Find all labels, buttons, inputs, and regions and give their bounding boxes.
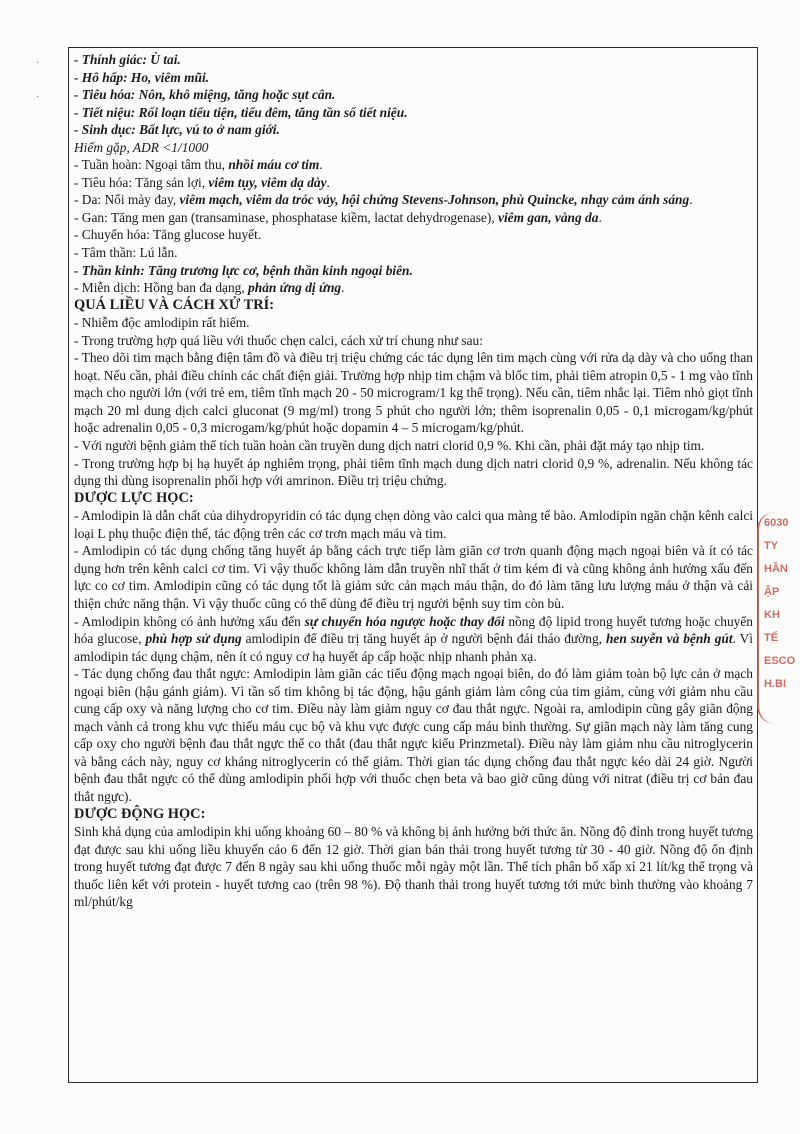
overdose-para-2: - Trong trường hợp quá liều với thuốc chẹn calci, cách xử trí chung như sau: bbox=[74, 332, 483, 348]
overdose-para-1: - Nhiễm độc amlodipin rất hiếm. bbox=[74, 315, 250, 331]
adr-hearing: - Thính giác: Ù tai. bbox=[74, 52, 181, 67]
rare-skin: - Da: Nổi mày đay, viêm mạch, viêm da tróc vảy, hội chứng Stevens-Johnson, phù Quincke, nhạy cảm ánh sáng. bbox=[74, 192, 693, 208]
overdose-para-4: - Với người bệnh giảm thể tích tuần hoàn cần truyền dung dịch natri clorid 0,9 %. Khi cần, phải đặt máy tạo nhịp tim. bbox=[74, 438, 705, 454]
rare-circulation: - Tuần hoàn: Ngoại tâm thu, nhồi máu cơ tim. bbox=[74, 157, 323, 173]
pd-para-4: - Tác dụng chống đau thắt ngực: Amlodipin làm giãn các tiểu động mạch ngoại biên, do đó làm giảm toàn bộ lực cản ở mạch ngoại biên (hậu gánh giảm). Vì tần số tim không bị tác động, hậu gánh giảm làm công của tim giảm, cùng với giảm nhu cầu cung cấp oxy và năng lượng cho cơ tim. Điều này làm giảm nguy cơ đau thắt ngực. Ngoài ra, amlodipin cũng gây giãn động mạch vành cả trong khu vực thiếu máu cục bộ và khu vực được cung cấp máu bình thường. Sự giãn mạch này làm tăng cung cấp oxy cho người bệnh đau thắt ngực thể co thắt (đau thắt ngực kiểu Prinzmetal). Điều này làm giảm nhu cầu nitroglycerin và bằng cách này, nguy cơ kháng nitroglycerin có thể giảm. Thời gian tác dụng chống đau thắt ngực kéo dài 24 giờ. Người bệnh đau thắt ngực có thể dùng amlodipin phối hợp với thuốc chẹn beta và bao giờ cũng dùng với nitrat (điều trị cơ bản đau thắt ngực). bbox=[74, 666, 753, 804]
rare-psychiatric: - Tâm thần: Lú lẫn. bbox=[74, 245, 178, 261]
rare-nervous: - Thần kinh: Tăng trương lực cơ, bệnh thần kinh ngoại biên. bbox=[74, 262, 413, 278]
adr-respiratory: - Hô hấp: Ho, viêm mũi. bbox=[74, 69, 210, 85]
rare-liver: - Gan: Tăng men gan (transaminase, phosphatase kiềm, lactat dehydrogenase), viêm gan, vàng da. bbox=[74, 209, 602, 225]
company-stamp: 6030 TY HẦN ẬP KH TẾ ESCO H.BI bbox=[757, 512, 797, 724]
document-page bbox=[68, 47, 758, 1083]
rare-immune: - Miễn dịch: Hồng ban đa dạng, phản ứng dị ứng. bbox=[74, 280, 345, 296]
pharmacokinetics-heading: DƯỢC ĐỘNG HỌC: bbox=[74, 805, 206, 822]
overdose-section bbox=[74, 297, 753, 490]
adr-reproductive: - Sinh dục: Bất lực, vú to ở nam giới. bbox=[74, 122, 280, 138]
scan-speck: · bbox=[36, 58, 40, 69]
adverse-effects-common bbox=[74, 51, 753, 156]
pharmacodynamics-section bbox=[74, 490, 753, 806]
adverse-effects-rare bbox=[74, 156, 753, 296]
pd-para-3: - Amlodipin không có ảnh hưởng xấu đến sự chuyển hóa ngược hoặc thay đổi nồng độ lipid trong huyết tương hoặc chuyển hóa glucose, phù hợp sử dụng amlodipin để điều trị tăng huyết áp ở người bệnh đái tháo đường, hen suyễn và bệnh gút. Vì amlodipin tác dụng chậm, nên ít có nguy cơ hạ huyết áp cấp hoặc nhịp nhanh phản xạ. bbox=[74, 613, 753, 664]
scan-speck: · bbox=[36, 92, 40, 103]
rare-digestive: - Tiêu hóa: Tăng sản lợi, viêm tụy, viêm dạ dày. bbox=[74, 174, 330, 190]
overdose-para-3: - Theo dõi tim mạch bằng điện tâm đồ và điều trị triệu chứng các tác dụng lên tim mạch cùng với rửa dạ dày và cho uống than hoạt. Nếu cần, phải điều chỉnh các chất điện giải. Trường hợp nhịp tim chậm và blốc tim, phải tiêm atropin 0,5 - 1 mg vào tĩnh mạch cho người lớn (với trẻ em, tiêm tĩnh mạch 20 - 50 microgram/1 kg thể trọng). Nếu cần, tiêm nhắc lại. Tiêm nhỏ giọt tĩnh mạch 20 ml dung dịch calci gluconat (9 mg/ml) trong 5 phút cho người lớn; thêm isoprenalin 0,05 - 0,1 microgam/kg/phút hoặc adrenalin 0,05 - 0,3 microgam/kg/phút hoặc dopamin 4 – 5 microgam/kg/phút. bbox=[74, 350, 753, 436]
overdose-heading: QUÁ LIỀU VÀ CÁCH XỬ TRÍ: bbox=[74, 296, 275, 313]
pharmacodynamics-heading: DƯỢC LỰC HỌC: bbox=[74, 489, 194, 506]
pk-para-1: Sinh khả dụng của amlodipin khi uống khoảng 60 – 80 % và không bị ảnh hưởng bởi thức ăn. Nồng độ đỉnh trong huyết tương đạt được sau khi uống liều khuyến cáo 6 đến 12 giờ. Thời gian bán thải trong huyết tương từ 30 - 40 giờ. Nồng độ ổn định trong huyết tương đạt được 7 đến 8 ngày sau khi uống thuốc mỗi ngày một lần. Thể tích phân bố xấp xỉ 21 lít/kg thể trọng và thuốc liên kết với protein - huyết tương cao (trên 98 %). Độ thanh thải trong huyết tương tới mức bình thường vào khoảng 7 ml/phút/kg bbox=[74, 824, 753, 910]
rare-metabolism: - Chuyển hóa: Tăng glucose huyết. bbox=[74, 227, 262, 243]
adr-rare-heading: Hiếm gặp, ADR <1/1000 bbox=[74, 139, 209, 155]
pd-para-2: - Amlodipin có tác dụng chống tăng huyết áp bằng cách trực tiếp làm giãn cơ trơn quanh động mạch ngoại biên và ít có tác dụng hơn trên kênh calci cơ tim. Vì vậy thuốc không làm dẫn truyền nhĩ thất ở tim kém đi và cũng không ảnh hưởng xấu đến lực co cơ tim. Amlodipin cũng có tác dụng tốt là giảm sức cản mạch máu thận, do đó làm tăng lưu lượng máu ở thận và cải thiện chức năng thận. Vì vậy thuốc cũng có thể dùng để điều trị người bệnh suy tim còn bù. bbox=[74, 543, 753, 611]
adr-urinary: - Tiết niệu: Rối loạn tiểu tiện, tiểu đêm, tăng tần số tiết niệu. bbox=[74, 104, 408, 120]
pd-para-1: - Amlodipin là dẫn chất của dihydropyridin có tác dụng chẹn dòng vào calci qua màng tế bào. Amlodipin ngăn chặn kênh calci loại L phụ thuộc điện thế, tác động trên các cơ trơn mạch máu và tim. bbox=[74, 508, 753, 541]
pharmacokinetics-section bbox=[74, 806, 753, 911]
adr-digestive: - Tiêu hóa: Nôn, khô miệng, tăng hoặc sụt cân. bbox=[74, 87, 336, 103]
overdose-para-5: - Trong trường hợp bị hạ huyết áp nghiêm trọng, phải tiêm tĩnh mạch dung dịch natri clorid 0,9 %, adrenalin. Nếu không tác dụng thì dùng isoprenalin phối hợp với amrinon. Điều trị triệu chứng. bbox=[74, 455, 753, 489]
